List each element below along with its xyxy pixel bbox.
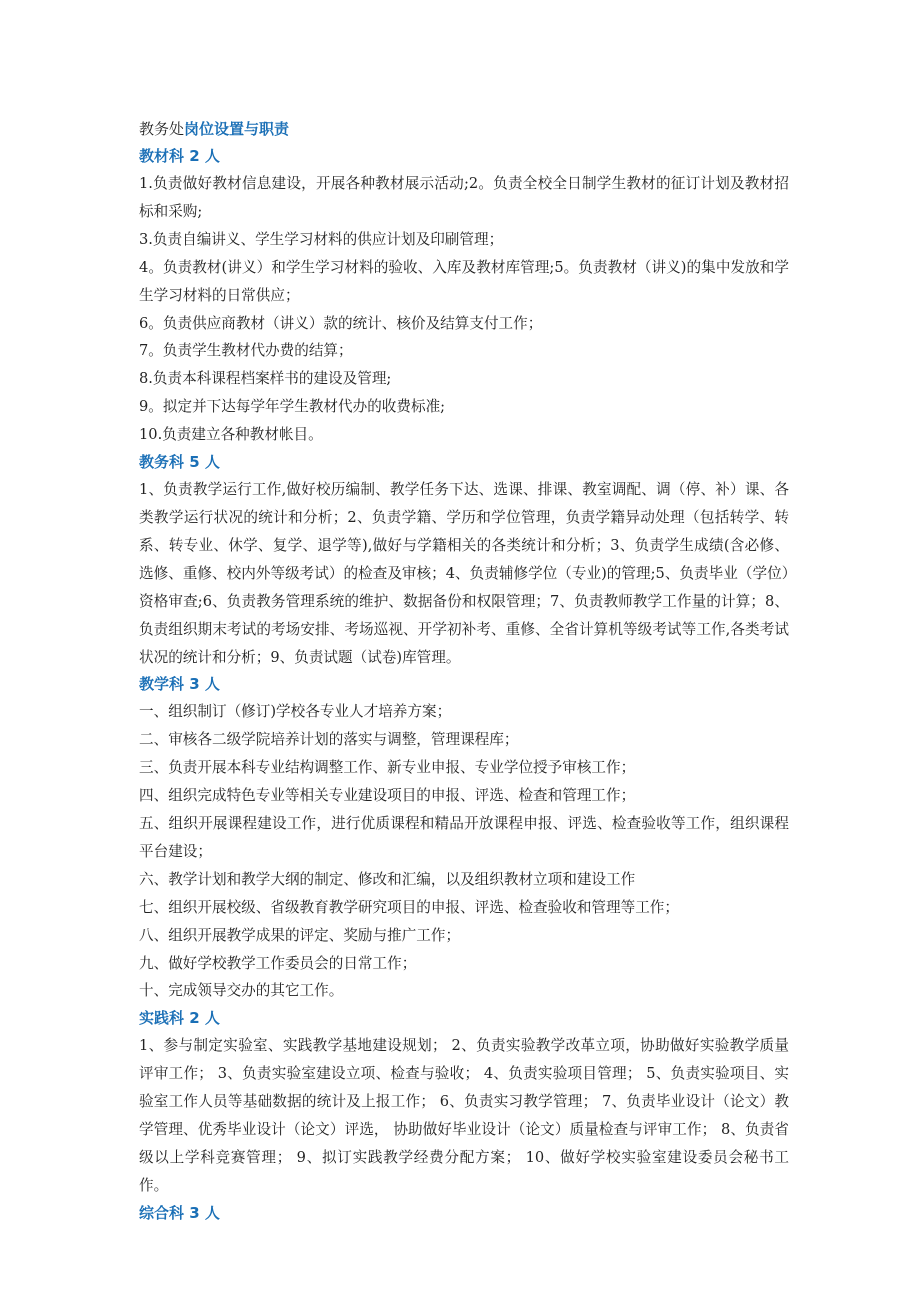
list-item: 十、完成领导交办的其它工作。 (139, 982, 344, 1000)
list-item: 八、组织开展教学成果的评定、奖励与推广工作； (139, 926, 461, 944)
list-item: 10.负责建立各种教材帐目。 (139, 426, 323, 444)
list-item: 三、负责开展本科专业结构调整工作、新专业申报、专业学位授予审核工作； (139, 759, 636, 777)
section-jiaocai (139, 143, 789, 449)
list-item: 二、审核各二级学院培养计划的落实与调整，管理课程库； (139, 731, 519, 749)
list-item: 1、参与制定实验室、实践教学基地建设规划； 2、负责实验教学改革立项，协助做好实验教学质量评审工作； 3、负责实验室建设立项、检查与验收； 4、负责实验项目管理； 5、负责实验项目、实验室工作人员等基础数据的统计及上报工作； 6、负责实习教学管理； 7、负责毕业设计（论文）教学管理、优秀毕业设计（论文）评选， 协助做好毕业设计（论文）质量检查与评审工作； 8、负责省级以上学科竞赛管理； 9、拟订实践教学经费分配方案； 10、做好学校实验室建设委员会秘书工作。 (139, 1037, 789, 1194)
list-item: 9。拟定并下达每学年学生教材代办的收费标准; (139, 398, 446, 416)
list-item: 1、负责教学运行工作,做好校历编制、教学任务下达、选课、排课、教室调配、调（停、补）课、各类教学运行状况的统计和分析；2、负责学籍、学历和学位管理，负责学籍异动处理（包括转学、转系、转专业、休学、复学、退学等),做好与学籍相关的各类统计和分析；3、负责学生成绩(含必修、选修、重修、校内外等级考试）的检查及审核；4、负责辅修学位（专业)的管理;5、负责毕业（学位）资格审查;6、负责教务管理系统的维护、数据备份和权限管理；7、负责教师教学工作量的计算；8、负责组织期末考试的考场安排、考场巡视、开学初补考、重修、全省计算机等级考试等工作,各类考试状况的统计和分析；9、负责试题（试卷)库管理。 (139, 481, 789, 666)
list-item: 七、组织开展校级、省级教育教学研究项目的申报、评选、检查验收和管理等工作； (139, 898, 679, 916)
section-heading: 教材科 2 人 (139, 147, 220, 165)
section-jiaowu (139, 449, 789, 671)
list-item: 3.负责自编讲义、学生学习材料的供应计划及印刷管理； (139, 230, 504, 248)
list-item: 四、组织完成特色专业等相关专业建设项目的申报、评选、检查和管理工作； (139, 787, 636, 805)
section-heading: 教学科 3 人 (139, 675, 220, 694)
section-jiaoxue (139, 671, 789, 1005)
list-item: 九、做好学校教学工作委员会的日常工作； (139, 954, 417, 972)
list-item: 六、教学计划和教学大纲的制定、修改和汇编，以及组织教材立项和建设工作 (139, 870, 636, 888)
document-page (139, 116, 789, 1227)
document-title (139, 116, 789, 143)
section-heading: 教务科 5 人 (139, 453, 220, 472)
section-zonghe (139, 1200, 789, 1227)
list-item: 7。负责学生教材代办费的结算； (139, 342, 353, 360)
list-item: 一、组织制订（修订)学校各专业人才培养方案； (139, 703, 452, 721)
list-item: 五、组织开展课程建设工作，进行优质课程和精品开放课程申报、评选、检查验收等工作，组织课程平台建设； (139, 815, 789, 860)
list-item: 4。负责教材(讲义）和学生学习材料的验收、入库及教材库管理;5。负责教材（讲义)的集中发放和学生学习材料的日常供应； (139, 258, 789, 304)
list-item: 6。负责供应商教材（讲义）款的统计、核价及结算支付工作； (139, 314, 543, 332)
title-highlight: 岗位设置与职责 (184, 120, 290, 138)
list-item: 1.负责做好教材信息建设，开展各种教材展示活动;2。负责全校全日制学生教材的征订计划及教材招标和采购; (139, 175, 789, 220)
title-prefix: 教务处 (139, 120, 185, 138)
list-item: 8.负责本科课程档案样书的建设及管理; (139, 370, 392, 388)
section-heading: 综合科 3 人 (139, 1203, 220, 1222)
section-shijian (139, 1005, 789, 1199)
section-heading: 实践科 2 人 (139, 1009, 220, 1028)
